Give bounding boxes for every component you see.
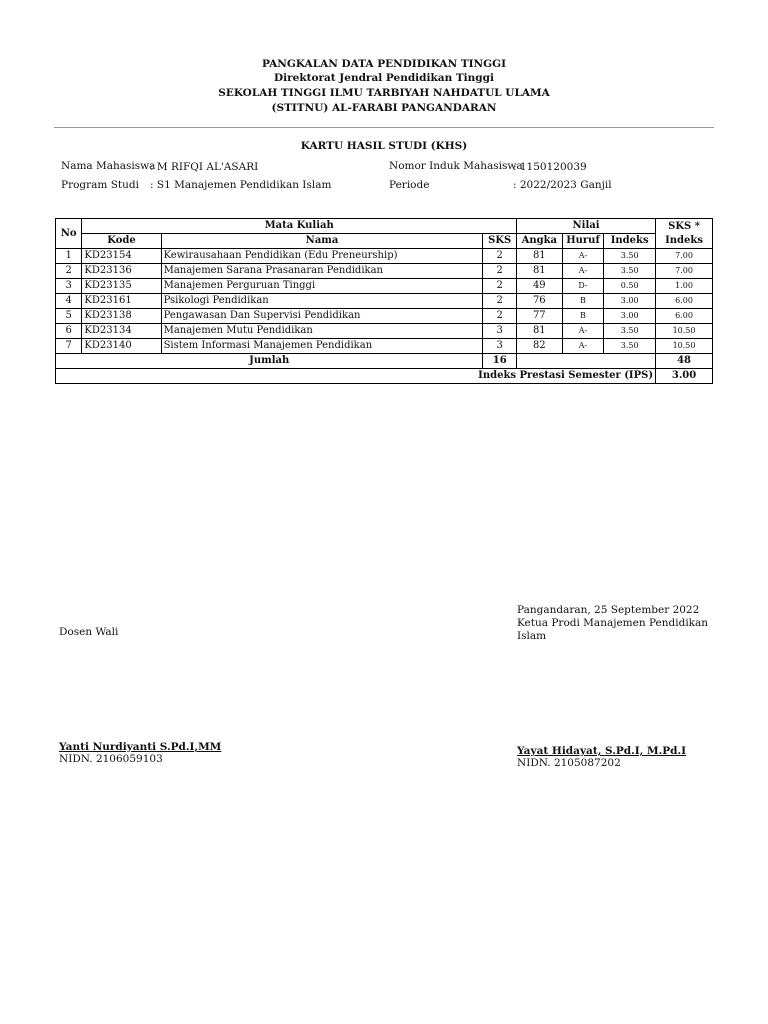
row-total: 10.50 bbox=[656, 339, 713, 354]
student-nim-value: : 1150120039 bbox=[513, 161, 587, 173]
row-no: 6 bbox=[56, 324, 82, 339]
signature-left-role: Dosen Wali bbox=[59, 626, 119, 638]
row-nama: Manajemen Perguruan Tinggi bbox=[161, 279, 483, 294]
table-row bbox=[56, 249, 713, 264]
row-no: 2 bbox=[56, 264, 82, 279]
student-name-label: Nama Mahasiswa bbox=[61, 160, 156, 172]
row-indeks: 3.00 bbox=[604, 294, 656, 309]
row-kode: KD23136 bbox=[82, 264, 161, 279]
row-nama: Pengawasan Dan Supervisi Pendidikan bbox=[161, 309, 483, 324]
row-indeks: 0.50 bbox=[604, 279, 656, 294]
row-total: 6.00 bbox=[656, 309, 713, 324]
header-nilai: Nilai bbox=[516, 219, 655, 234]
row-huruf: A- bbox=[562, 324, 604, 339]
program-studi-value: : S1 Manajemen Pendidikan Islam bbox=[150, 179, 332, 191]
row-nama: Kewirausahaan Pendidikan (Edu Preneurship) bbox=[161, 249, 483, 264]
program-studi-label: Program Studi bbox=[61, 179, 139, 191]
header-divider bbox=[54, 127, 714, 128]
row-nama: Sistem Informasi Manajemen Pendidikan bbox=[161, 339, 483, 354]
row-total: 6.00 bbox=[656, 294, 713, 309]
row-nama: Manajemen Mutu Pendidikan bbox=[161, 324, 483, 339]
signature-left-name: Yanti Nurdiyanti S.Pd.I,MM bbox=[59, 741, 222, 753]
row-huruf: D- bbox=[562, 279, 604, 294]
row-no: 4 bbox=[56, 294, 82, 309]
ips-value: 3.00 bbox=[656, 369, 713, 384]
row-angka: 49 bbox=[516, 279, 562, 294]
row-kode: KD23135 bbox=[82, 279, 161, 294]
row-angka: 81 bbox=[516, 324, 562, 339]
row-kode: KD23154 bbox=[82, 249, 161, 264]
row-huruf: B bbox=[562, 309, 604, 324]
jumlah-total: 48 bbox=[656, 354, 713, 369]
row-huruf: A- bbox=[562, 264, 604, 279]
signature-place-date: Pangandaran, 25 September 2022 bbox=[517, 604, 700, 616]
jumlah-row bbox=[56, 354, 713, 369]
table-row bbox=[56, 294, 713, 309]
student-name-value: : M RIFQI AL'ASARI bbox=[150, 161, 259, 173]
row-kode: KD23161 bbox=[82, 294, 161, 309]
row-indeks: 3.50 bbox=[604, 324, 656, 339]
header-mata-kuliah: Mata Kuliah bbox=[82, 219, 517, 234]
signature-right-nidn: NIDN. 2105087202 bbox=[517, 757, 621, 769]
row-kode: KD23134 bbox=[82, 324, 161, 339]
header-line-3: SEKOLAH TINGGI ILMU TARBIYAH NAHDATUL ULAMA bbox=[218, 87, 550, 99]
row-no: 7 bbox=[56, 339, 82, 354]
row-angka: 82 bbox=[516, 339, 562, 354]
row-sks: 2 bbox=[483, 249, 517, 264]
table-row bbox=[56, 324, 713, 339]
grades-table bbox=[55, 218, 713, 384]
row-angka: 81 bbox=[516, 264, 562, 279]
row-huruf: A- bbox=[562, 249, 604, 264]
table-row bbox=[56, 339, 713, 354]
row-angka: 77 bbox=[516, 309, 562, 324]
header-no: No bbox=[56, 219, 82, 249]
row-sks: 2 bbox=[483, 309, 517, 324]
signature-right-role-line2: Islam bbox=[517, 630, 547, 642]
row-sks: 2 bbox=[483, 294, 517, 309]
signature-right-role-line1: Ketua Prodi Manajemen Pendidikan bbox=[517, 617, 709, 629]
jumlah-label: Jumlah bbox=[56, 354, 483, 369]
row-sks: 2 bbox=[483, 279, 517, 294]
header-sks-indeks: SKS * Indeks bbox=[656, 219, 713, 249]
student-nim-label: Nomor Induk Mahasiswa bbox=[389, 160, 523, 172]
row-total: 10.50 bbox=[656, 324, 713, 339]
table-row bbox=[56, 264, 713, 279]
table-row bbox=[56, 309, 713, 324]
row-kode: KD23140 bbox=[82, 339, 161, 354]
row-indeks: 3.50 bbox=[604, 339, 656, 354]
header-angka: Angka bbox=[516, 234, 562, 249]
header-line-1: PANGKALAN DATA PENDIDIKAN TINGGI bbox=[262, 58, 506, 70]
row-sks: 3 bbox=[483, 339, 517, 354]
row-huruf: B bbox=[562, 294, 604, 309]
row-indeks: 3.00 bbox=[604, 309, 656, 324]
header-sks: SKS bbox=[483, 234, 517, 249]
row-angka: 81 bbox=[516, 249, 562, 264]
row-no: 1 bbox=[56, 249, 82, 264]
row-huruf: A- bbox=[562, 339, 604, 354]
row-total: 1.00 bbox=[656, 279, 713, 294]
row-no: 5 bbox=[56, 309, 82, 324]
row-kode: KD23138 bbox=[82, 309, 161, 324]
row-nama: Psikologi Pendidikan bbox=[161, 294, 483, 309]
row-sks: 3 bbox=[483, 324, 517, 339]
row-nama: Manajemen Sarana Prasanaran Pendidikan bbox=[161, 264, 483, 279]
jumlah-sks: 16 bbox=[483, 354, 517, 369]
row-total: 7.00 bbox=[656, 264, 713, 279]
ips-label: Indeks Prestasi Semester (IPS) bbox=[56, 369, 656, 384]
periode-value: : 2022/2023 Ganjil bbox=[513, 179, 612, 191]
jumlah-empty bbox=[516, 354, 655, 369]
row-indeks: 3.50 bbox=[604, 249, 656, 264]
header-indeks: Indeks bbox=[604, 234, 656, 249]
signature-left-nidn: NIDN. 2106059103 bbox=[59, 753, 163, 765]
header-huruf: Huruf bbox=[562, 234, 604, 249]
row-angka: 76 bbox=[516, 294, 562, 309]
header-line-2: Direktorat Jendral Pendidikan Tinggi bbox=[274, 72, 494, 84]
row-total: 7.00 bbox=[656, 249, 713, 264]
signature-right-name: Yayat Hidayat, S.Pd.I, M.Pd.I bbox=[517, 745, 687, 757]
header-line-4: (STITNU) AL-FARABI PANGANDARAN bbox=[271, 102, 497, 114]
row-no: 3 bbox=[56, 279, 82, 294]
row-sks: 2 bbox=[483, 264, 517, 279]
table-row bbox=[56, 279, 713, 294]
header-nama: Nama bbox=[161, 234, 483, 249]
ips-row bbox=[56, 369, 713, 384]
header-kode: Kode bbox=[82, 234, 161, 249]
row-indeks: 3.50 bbox=[604, 264, 656, 279]
document-title: KARTU HASIL STUDI (KHS) bbox=[300, 140, 468, 152]
periode-label: Periode bbox=[389, 179, 430, 191]
